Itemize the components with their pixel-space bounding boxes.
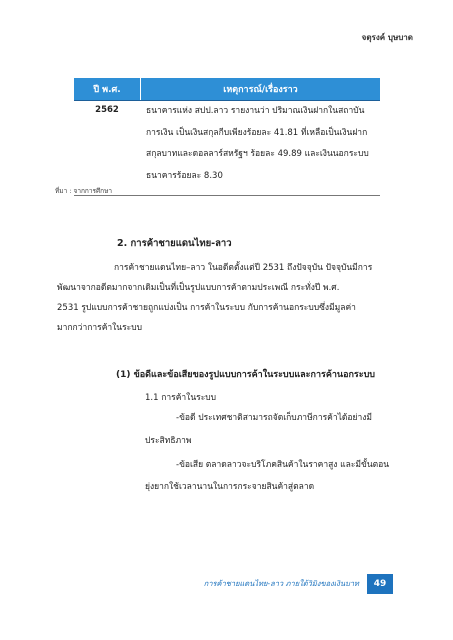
paragraph-line: มากกว่าการค้าในระบบ bbox=[57, 323, 143, 333]
author-name: จตุรงค์ บุษบาด bbox=[361, 33, 413, 42]
section-heading: 2. การค้าชายแดนไทย-ลาว bbox=[117, 238, 232, 249]
disadvantage-text-cont: ยุ่งยากใช้เวลานานในการกระจายสินค้าสู่ตลาด bbox=[145, 482, 315, 492]
table-source: ที่มา : จากการศึกษา bbox=[55, 187, 113, 195]
event-line: การเงิน เป็นเงินสกุลกีบเพียงร้อยละ 41.81 ที่เหลือเป็นเงินฝาก bbox=[146, 127, 368, 138]
event-line: สกุลบาทและดอลลาร์สหรัฐฯ ร้อยละ 49.89 และเงินนอกระบบ bbox=[146, 149, 369, 159]
item-title: 1.1 การค้าในระบบ bbox=[145, 393, 217, 403]
row-year: 2562 bbox=[95, 105, 119, 115]
event-line: ธนาคารร้อยละ 8.30 bbox=[146, 170, 223, 181]
paragraph-line: 2531 รูปแบบการค้าชายถูกแบ่งเป็น การค้าในระบบ กับการค้านอกระบบซึ่งมีมูลค่า bbox=[57, 303, 356, 313]
row-event bbox=[140, 101, 380, 195]
subsection-heading: (1) ข้อดีและข้อเสียของรูปแบบการค้าในระบบและการค้านอกระบบ bbox=[116, 370, 376, 380]
event-line: ธนาคารแห่ง สปป.ลาว รายงานว่า ปริมาณเงินฝากในสถาบัน bbox=[146, 106, 365, 116]
paragraph-line: พัฒนาจากอดีตมากจากเดิมเป็นที่เป็นรูปแบบการค้าตามประเพณี กระทั่งปี พ.ศ. bbox=[57, 283, 340, 293]
page-footer bbox=[196, 574, 393, 594]
page-number: 49 bbox=[367, 574, 393, 594]
table-row bbox=[74, 101, 380, 196]
disadvantage-text: -ข้อเสีย ตลาดลาวจะบริโภคสินค้าในราคาสูง และมีขั้นตอน bbox=[176, 460, 390, 470]
history-table bbox=[74, 78, 380, 196]
advantage-text-cont: ประสิทธิภาพ bbox=[145, 436, 192, 446]
advantage-text: -ข้อดี ประเทศชาติสามารถจัดเก็บภาษีการค้าได้อย่างมี bbox=[176, 413, 373, 423]
header-event: เหตุการณ์/เรื่องราว bbox=[223, 85, 298, 95]
table-header bbox=[74, 78, 380, 101]
footer-title: การค้าชายแดนไทย-ลาว ภายใต้วิมิงของเงินบาท bbox=[203, 579, 359, 588]
section-paragraph bbox=[57, 258, 397, 338]
header-year: ปี พ.ศ. bbox=[74, 78, 141, 100]
paragraph-line: การค้าชายแดนไทย–ลาว ในอดีตตั้งแต่ปี 2531 ถึงปัจจุบัน ปัจจุบันมีการ bbox=[114, 263, 373, 273]
